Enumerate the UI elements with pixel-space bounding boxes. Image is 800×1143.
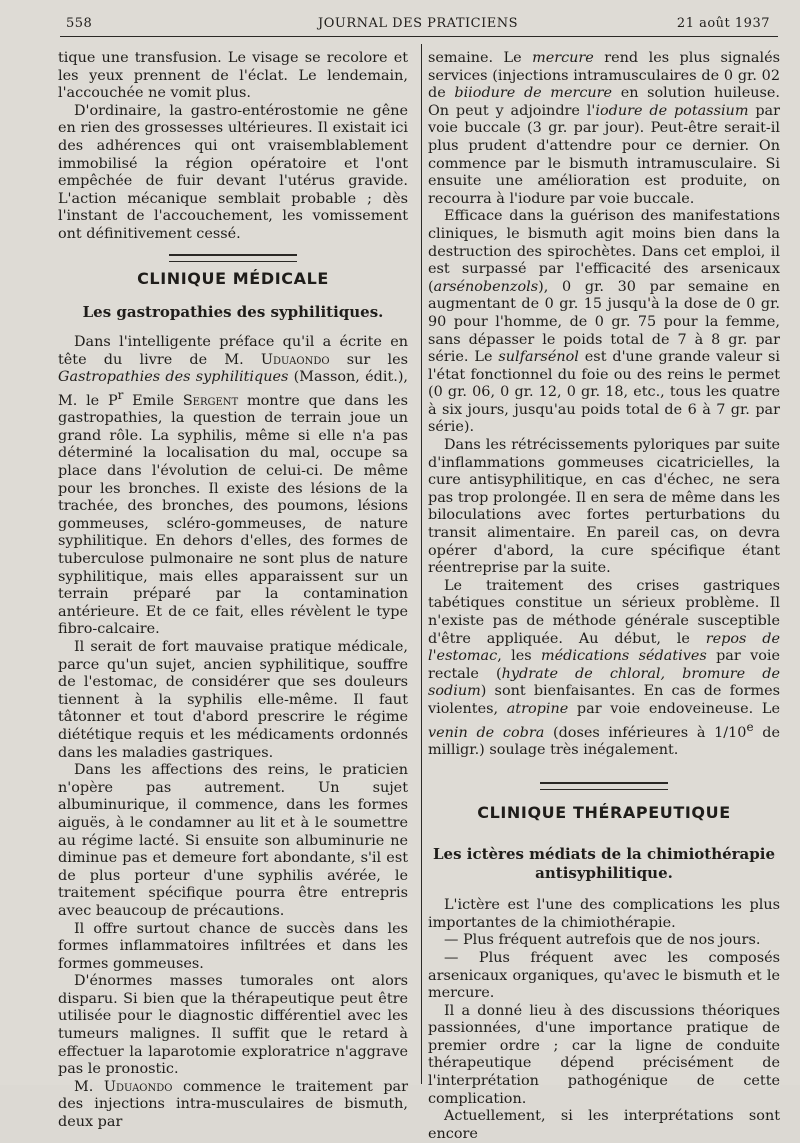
paragraph: semaine. Le mercure rend les plus signalés services (injections intramusculaires de 0 gr. 02 de biiodure de mercure en solution huileuse. On peut y adjoindre l'iodure de potassium par voie buccale (3 gr. par jour). Peut-être serait-il plus prudent d'attendre pour ce dernier. On commence par le bismuth intramusculaire. Si ensuite une amélioration est produite, on recourra à l'iodure par voie buccale. [428,50,781,207]
right-column [428,50,780,1143]
paragraph: D'ordinaire, la gastro-entérostomie ne gêne en rien des grossesses ultérieures. Il existait ici des adhérences qui ont vraisemblablement immobilisé la région opératoire et l'ont empêchée de fuir devant l'utérus gravide. L'action mécanique semblait probable ; dès l'instant de l'accouchement, les vomissement ont définitivement cessé. [58,102,408,242]
issue-date: 21 août 1937 [676,16,770,31]
paragraph: Dans les rétrécissements pyloriques par suite d'inflammations gommeuses cicatricielles, la cure antisyphilitique, en cas d'échec, ne sera pas trop prolongée. Il en sera de même dans les biloculations avec fortes perturbations du transit alimentaire. En pareil cas, on devra opérer d'abord, la cure spécifique étant réentreprise par la suite. [428,437,780,577]
article-title-gastropathies: Les gastropathies des syphilitiques. [82,303,384,322]
paragraph: Il a donné lieu à des discussions théoriques passionnées, d'une importance pratique de premier ordre ; car la ligne de conduite thérapeutique dépend précisément de l'interprétation pathogénique de cette complication. [428,1002,780,1107]
paragraph: Il offre surtout chance de succès dans les formes inflammatoires infiltrées et dans les formes gommeuses. [58,920,408,972]
section-separator [540,782,668,790]
paragraph: tique une transfusion. Le visage se recolore et les yeux prennent de l'éclat. Le lendemain, l'accouchée ne vomit plus. [58,50,408,102]
paragraph: — Plus fréquent avec les composés arsenicaux organiques, qu'avec le bismuth et le mercure. [428,949,780,1002]
paragraph: D'énormes masses tumorales ont alors disparu. Si bien que la thérapeutique peut être utilisée pour le diagnostic différentiel avec les tumeurs malignes. Il suffit que le retard à effectuer la laparotomie exploratrice n'aggrave pas le pronostic. [58,973,408,1078]
section-separator [169,254,297,262]
header-rule [60,36,778,37]
book-title: Gastropathies des syphilitiques [58,369,289,386]
journal-title: JOURNAL DES PRATICIENS [318,16,518,31]
paragraph: Dans les affections des reins, le praticien n'opère pas autrement. Un sujet albuminurique, il commence, dans les formes aiguës, à le condamner au lit et à le soumettre au régime lacté. Si ensuite son albuminurie ne diminue pas et demeure fort abondante, s'il est de plus porteur d'une syphilis avérée, le traitement spécifique pourra être entrepris avec beaucoup de précautions. [58,762,408,919]
paragraph: Il serait de fort mauvaise pratique médicale, parce qu'un sujet, ancien syphilitique, souffre de l'estomac, de considérer que ses douleurs tiennent à la syphilis elle-même. Il faut tâtonner et tout d'abord prescrire le régime diététique requis et les médicaments ordonnés dans les maladies gastriques. [58,639,408,761]
article-title-icteres: Les ictères médiats de la chimiothérapie antisyphilitique. [432,845,776,883]
author-name: Uduaondo [103,1078,173,1095]
author-name: Uduaondo [260,351,330,368]
paragraph: Efficace dans la guérison des manifestations cliniques, le bismuth agit moins bien dans la destruction des spirochètes. Dans cet emploi, il est surpassé par l'efficacité des arsenicaux (arsénobenzols), 0 gr. 30 par semaine en augmentant de 0 gr. 15 jusqu'à la dose de 0 gr. 90 pour l'homme, de 0 gr. 75 pour la femme, sans dépasser le poids total de 7 à 8 gr. par série. Le sulfarsénol est d'une grande valeur si l'état fonctionnel du foie ou des reins le permet (0 gr. 06, 0 gr. 12, 0 gr. 18, etc., tous les quatre à six jours, jusqu'au poids total de 6 à 7 gr. par série). [428,208,780,436]
paragraph: Actuellement, si les interprétations sont encore [428,1108,780,1142]
section-title-clinique-medicale: CLINIQUE MÉDICALE [137,268,329,288]
author-name: Sergent [182,392,239,409]
column-divider [421,44,422,1084]
paragraph: Dans l'intelligente préface qu'il a écrite en tête du livre de M. Uduaondo sur les Gastropathies des syphilitiques (Masson, édit.), M. le $P^r$ Emile Sergent montre que dans les gastropathies, la question de terrain joue un grand rôle. La syphilis, même si elle n'a pas déterminé la localisation du mal, occupe sa place dans l'évolution de celui-ci. De même pour les bronches. Il existe des lésions de la trachée, des bronches, des poumons, lésions gommeuses, scléro-gommeuses, de nature syphilitique. En dehors d'elles, des formes de tuberculose pulmonaire ne sont plus de nature syphilitique, mais elles apparaissent sur un terrain préparé par la contamination antérieure. Et de ce fait, elles révèlent le type fibro-calcaire. [58,334,409,638]
left-column [58,50,408,1132]
running-header [66,12,770,36]
paragraph: Le traitement des crises gastriques tabétiques constitue un sérieux problème. Il n'existe pas de méthode générale susceptible d'être appliquée. Au début, le repos de l'estomac, les médications sédatives par voie rectale (hydrate de chloral, bromure de sodium) sont bienfaisantes. En cas de formes violentes, atropine par voie endoveineuse. Le venin de cobra (doses inférieures à 1/10e de milligr.) soulage très inégalement. [428,577,780,758]
section-title-clinique-therapeutique: CLINIQUE THÉRAPEUTIQUE [477,802,731,822]
page-number: 558 [66,16,93,31]
paragraph: — Plus fréquent autrefois que de nos jours. [444,932,761,949]
paragraph: M. Uduaondo commence le traitement par des injections intra-musculaires de bismuth, deux par [58,1078,408,1131]
paragraph: L'ictère est l'une des complications les plus importantes de la chimiothérapie. [428,897,780,931]
